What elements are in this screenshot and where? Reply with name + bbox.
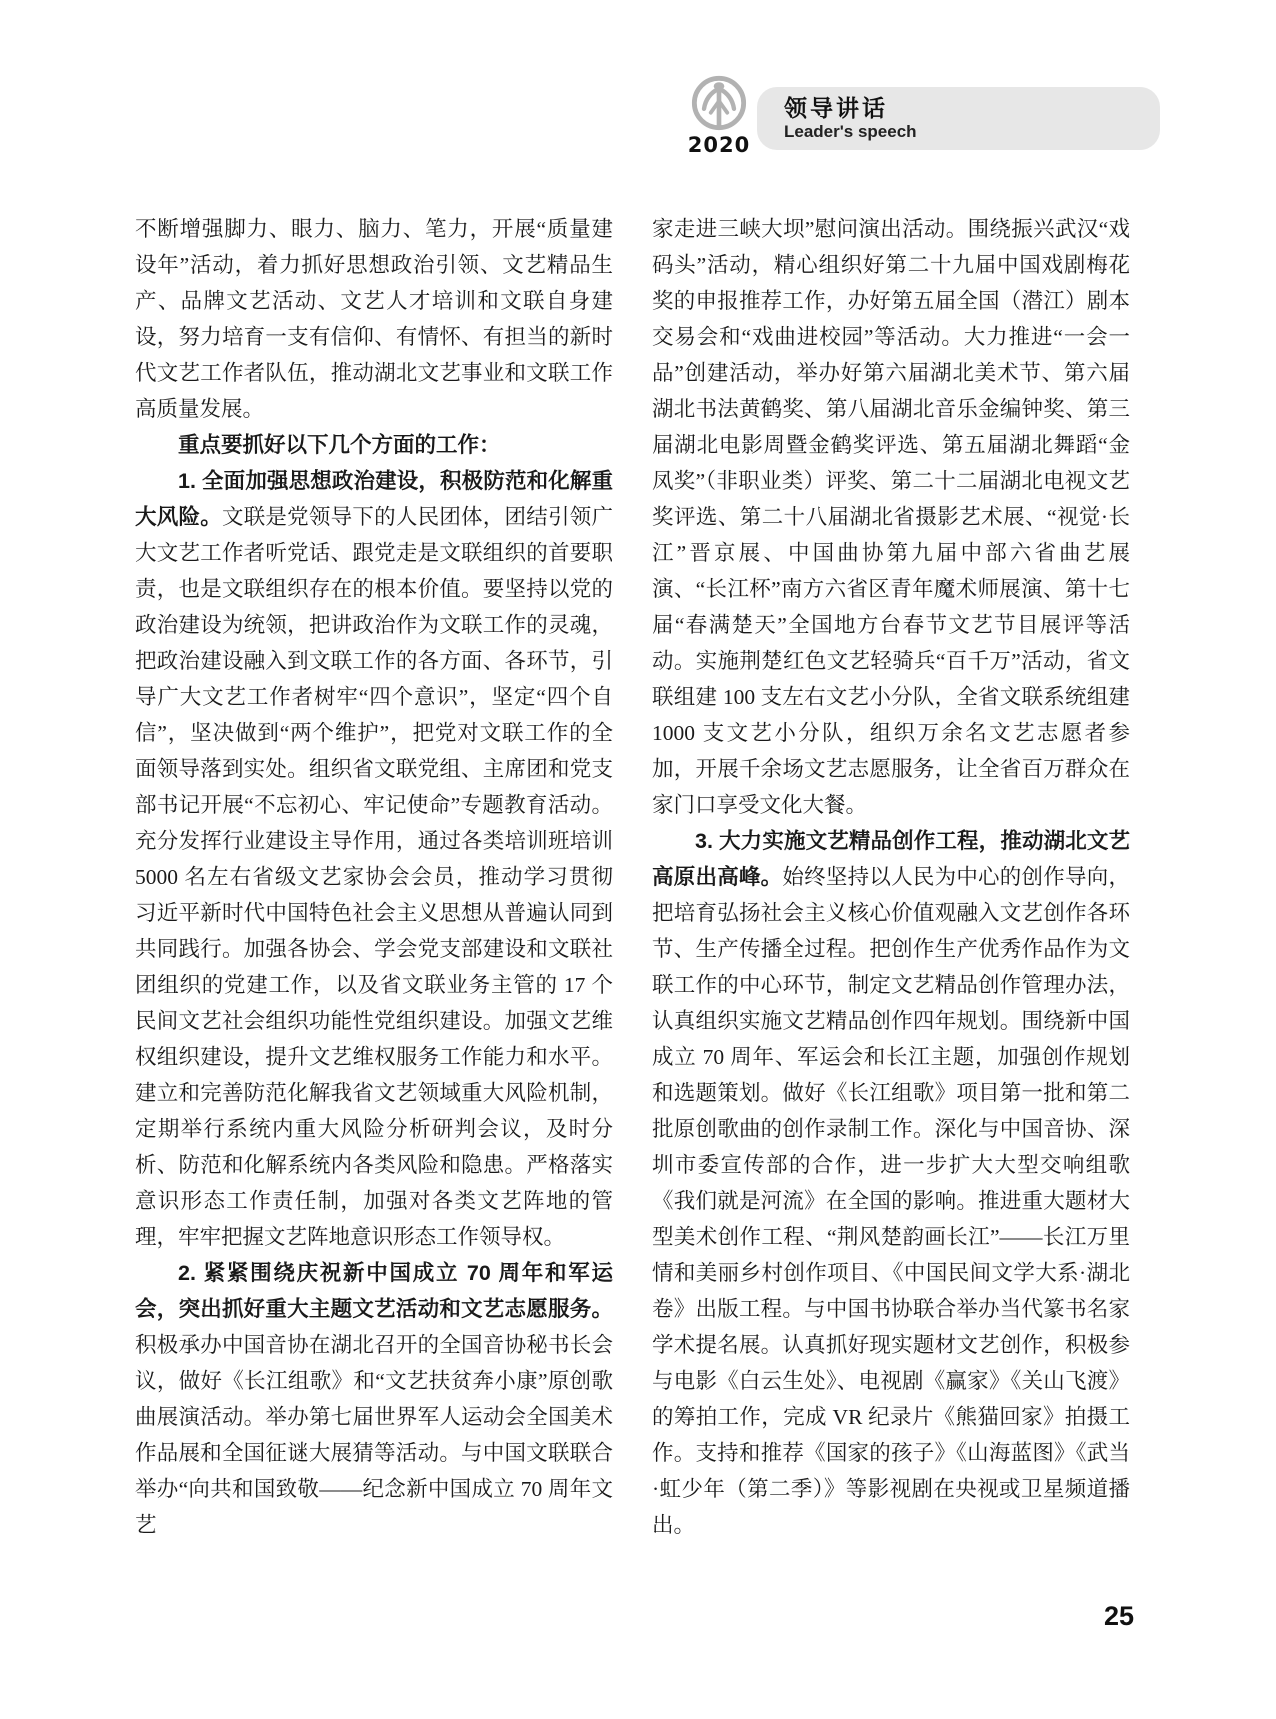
page-number: 25 <box>1104 1601 1135 1631</box>
logo-year: 2020 <box>687 133 751 157</box>
paragraph-continued <box>135 211 613 427</box>
item-3-body: 始终坚持以人民为中心的创作导向，把培育弘扬社会主义核心价值观融入文艺创作各环节、生产传播全过程。把创作生产优秀作品作为文联工作的中心环节，制定文艺精品创作管理办法，认真组织实施文艺精品创作四年规划。围绕新中国成立 70 周年、军运会和长江主题，加强创作规划和选题策划。做好《长江组歌》项目第一批和第二批原创歌曲的创作录制工作。深化与中国音协、深圳市委宣传部的合作，进一步扩大大型交响组歌《我们就是河流》在全国的影响。推进重大题材大型美术创作工程、“荆风楚韵画长江”——长江万里情和美丽乡村创作项目、《中国民间文学大系·湖北卷》出版工程。与中国书协联合举办当代篆书名家学术提名展。认真抓好现实题材文艺创作，积极参与电影《白云生处》、电视剧《赢家》《关山飞渡》的筹拍工作，完成 VR 纪录片《熊猫回家》拍摄工作。支持和推荐《国家的孩子》《山海蓝图》《武当·虹少年（第二季）》等影视剧在央视或卫星频道播出。 <box>652 865 1130 1537</box>
paragraph-item-1 <box>135 463 613 1255</box>
section-badge <box>757 87 1160 150</box>
paragraph-heading <box>135 427 613 463</box>
wenlian-emblem-icon <box>690 74 748 132</box>
item-2-body-continued: 家走进三峡大坝”慰问演出活动。围绕振兴武汉“戏码头”活动，精心组织好第二十九届中国戏剧梅花奖的申报推荐工作，办好第五届全国（潜江）剧本交易会和“戏曲进校园”等活动。大力推进“一会一品”创建活动，举办好第六届湖北美术节、第六届湖北书法黄鹤奖、第八届湖北音乐金编钟奖、第三届湖北电影周暨金鹤奖评选、第五届湖北舞蹈“金凤奖”（非职业类）评奖、第二十二届湖北电视文艺奖评选、第二十八届湖北省摄影艺术展、“视觉·长江”晋京展、中国曲协第九届中部六省曲艺展演、“长江杯”南方六省区青年魔术师展演、第十七届“春满楚天”全国地方台春节文艺节目展评等活动。实施荆楚红色文艺轻骑兵“百千万”活动，省文联组建 100 支左右文艺小分队，全省文联系统组建 1000 支文艺小分队，组织万余名文艺志愿者参加，开展千余场文艺志愿服务，让全省百万群众在家门口享受文化大餐。 <box>652 217 1130 817</box>
section-title-zh: 领导讲话 <box>784 95 888 121</box>
item-2-lead: 2. 紧紧围绕庆祝新中国成立 70 周年和军运会，突出抓好重大主题文艺活动和文艺志愿服务。 <box>135 1261 613 1321</box>
federation-logo <box>684 74 754 156</box>
paragraph-item-3 <box>652 823 1130 1543</box>
text-column-right <box>652 211 1130 1543</box>
text-column-left <box>135 211 613 1543</box>
item-3-lead: 3. 大力实施文艺精品创作工程，推动湖北文艺高原出高峰。 <box>652 829 1130 889</box>
item-1-body: 文联是党领导下的人民团体，团结引领广大文艺工作者听党话、跟党走是文联组织的首要职责，也是文联组织存在的根本价值。要坚持以党的政治建设为统领，把讲政治作为文联工作的灵魂，把政治建设融入到文联工作的各方面、各环节，引导广大文艺工作者树牢“四个意识”，坚定“四个自信”，坚决做到“两个维护”，把党对文联工作的全面领导落到实处。组织省文联党组、主席团和党支部书记开展“不忘初心、牢记使命”专题教育活动。充分发挥行业建设主导作用，通过各类培训班培训 5000 名左右省级文艺家协会会员，推动学习贯彻习近平新时代中国特色社会主义思想从普遍认同到共同践行。加强各协会、学会党支部建设和文联社团组织的党建工作，以及省文联业务主管的 17 个民间文艺社会组织功能性党组织建设。加强文艺维权组织建设，提升文艺维权服务工作能力和水平。建立和完善防范化解我省文艺领域重大风险机制，定期举行系统内重大风险分析研判会议，及时分析、防范和化解系统内各类风险和隐患。严格落实意识形态工作责任制，加强对各类文艺阵地的管理，牢牢把握文艺阵地意识形态工作领导权。 <box>135 505 613 1249</box>
paragraph-heading-text: 重点要抓好以下几个方面的工作： <box>178 433 501 457</box>
item-2-body: 积极承办中国音协在湖北召开的全国音协秘书长会议，做好《长江组歌》和“文艺扶贫奔小康”原创歌曲展演活动。举办第七届世界军人运动会全国美术作品展和全国征谜大展猜等活动。与中国文联联合举办“向共和国致敬——纪念新中国成立 70 周年文艺 <box>135 1333 613 1537</box>
item-1-lead: 1. 全面加强思想政治建设，积极防范和化解重大风险。 <box>135 469 613 529</box>
section-title-en: Leader's speech <box>784 122 917 142</box>
paragraph-item-2-continued <box>652 211 1130 823</box>
paragraph-item-2 <box>135 1255 613 1543</box>
paragraph-text: 不断增强脚力、眼力、脑力、笔力，开展“质量建设年”活动，着力抓好思想政治引领、文艺精品生产、品牌文艺活动、文艺人才培训和文联自身建设，努力培育一支有信仰、有情怀、有担当的新时代文艺工作者队伍，推动湖北文艺事业和文联工作高质量发展。 <box>135 217 613 421</box>
